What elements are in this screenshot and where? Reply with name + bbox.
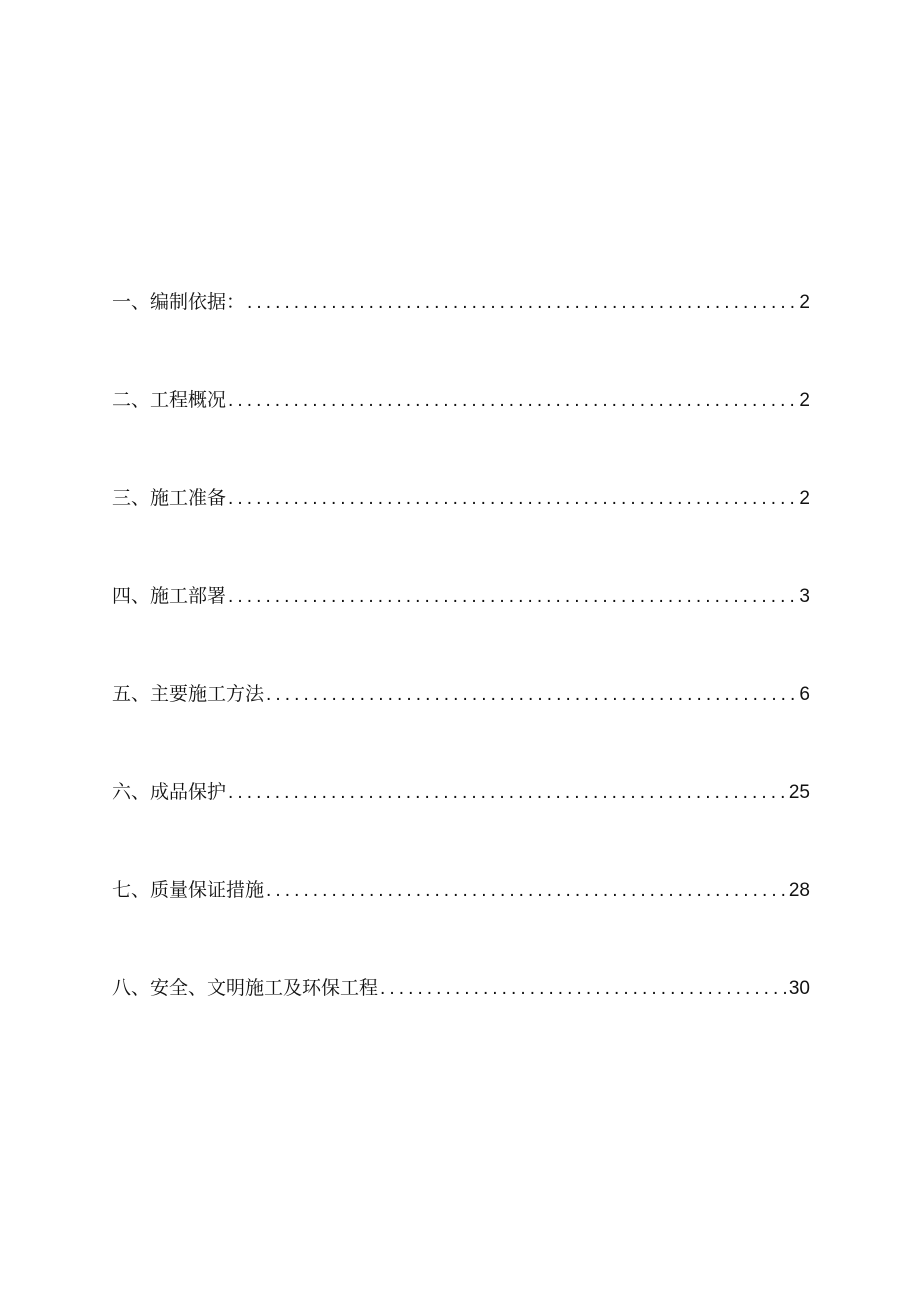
toc-dot-leader xyxy=(380,970,787,1008)
toc-page-number: 2 xyxy=(799,390,810,411)
toc-entry-title: 六、成品保护 xyxy=(112,781,227,803)
toc-entry-title: 二、工程概况 xyxy=(112,389,227,411)
toc-entry-2[interactable] xyxy=(112,381,810,479)
toc-dot-leader xyxy=(266,676,797,714)
toc-dot-leader xyxy=(228,382,797,420)
toc-page-number: 2 xyxy=(799,292,810,313)
toc-entry-6[interactable] xyxy=(112,773,810,871)
toc-page-number: 28 xyxy=(788,880,810,901)
toc-dot-leader xyxy=(228,578,797,616)
table-of-contents xyxy=(112,283,810,1067)
toc-entry-8[interactable] xyxy=(112,969,810,1067)
toc-dot-leader xyxy=(247,284,797,322)
toc-entry-3[interactable] xyxy=(112,479,810,577)
toc-page-number: 30 xyxy=(788,978,810,999)
toc-entry-4[interactable] xyxy=(112,577,810,675)
toc-page-number: 2 xyxy=(799,488,810,509)
toc-dot-leader xyxy=(266,872,787,910)
toc-page-number: 6 xyxy=(799,684,810,705)
toc-dot-leader xyxy=(228,480,797,518)
toc-entry-1[interactable] xyxy=(112,283,810,381)
toc-entry-title: 八、安全、文明施工及环保工程 xyxy=(112,977,379,999)
toc-entry-title: 四、施工部署 xyxy=(112,585,227,607)
toc-entry-title: 五、主要施工方法 xyxy=(112,683,265,705)
toc-entry-title: 七、质量保证措施 xyxy=(112,879,265,901)
toc-page-number: 3 xyxy=(799,586,810,607)
toc-entry-5[interactable] xyxy=(112,675,810,773)
toc-entry-7[interactable] xyxy=(112,871,810,969)
toc-dot-leader xyxy=(228,774,787,812)
toc-entry-title: 三、施工准备 xyxy=(112,487,227,509)
toc-entry-title: 一、编制依据： xyxy=(112,291,246,313)
toc-page-number: 25 xyxy=(788,782,810,803)
